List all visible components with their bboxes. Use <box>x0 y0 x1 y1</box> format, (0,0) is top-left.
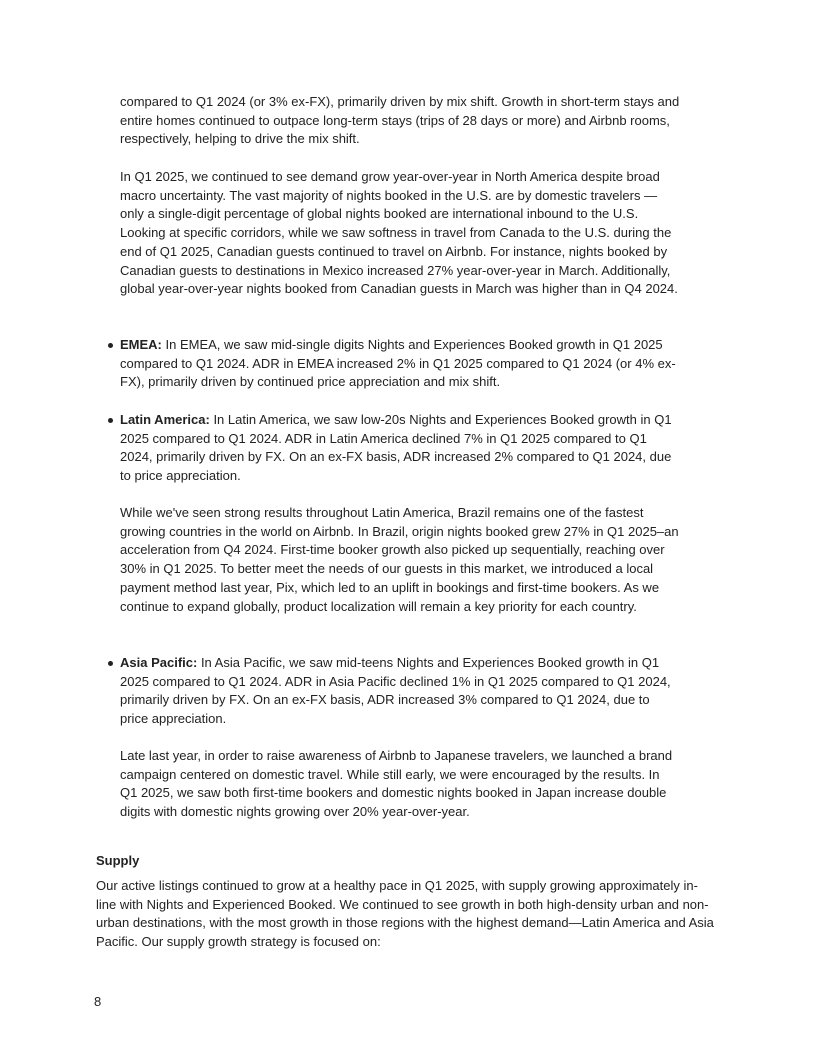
paragraph-japan: Late last year, in order to raise awareness of Airbnb to Japanese travelers, we launched a brand campaign centered on domestic travel. While still early, we were encouraged by the results. In Q1 2025, we saw both first-time bookers and domestic nights booked in Japan increase double digits with domestic nights growing over 20% year-over-year. <box>120 748 673 820</box>
bullet-latin-america-body: In Latin America, we saw low-20s Nights and Experiences Booked growth in Q1 2025 compared to Q1 2024. ADR in Latin America declined 7% in Q1 2025 compared to Q1 2024, primarily driven by FX. On an ex-FX basis, ADR increased 2% compared to Q1 2024, due to price appreciation. <box>120 412 672 484</box>
bullet-emea-text <box>120 336 680 392</box>
bullet-asia-pacific-text <box>120 654 680 729</box>
bullet-dot-icon <box>108 418 113 423</box>
page-number: 8 <box>94 994 102 1009</box>
bullet-dot-icon <box>108 343 113 348</box>
bullet-latin-america-text <box>120 411 680 486</box>
paragraph-north-america: In Q1 2025, we continued to see demand grow year-over-year in North America despite broad macro uncertainty. The vast majority of nights booked in the U.S. are by domestic travelers —only a single-digit percentage of global nights booked are international inbound to the U.S. Looking at specific corridors, while we saw softness in travel from Canada to the U.S. during the end of Q1 2025, Canadian guests continued to travel on Airbnb. For instance, nights booked by Canadian guests to destinations in Mexico increased 27% year-over-year in March. Additionally, global year-over-year nights booked from Canadian guests in March was higher than in Q4 2024. <box>120 169 678 297</box>
bullet-latin-america-label: Latin America: <box>120 412 210 427</box>
bullet-emea <box>106 336 680 392</box>
bullet-latin-america <box>106 411 680 486</box>
section-heading-supply: Supply <box>96 853 140 868</box>
bullet-asia-pacific-body: In Asia Pacific, we saw mid-teens Nights and Experiences Booked growth in Q1 2025 compared to Q1 2024. ADR in Asia Pacific declined 1% in Q1 2025 compared to Q1 2024, primarily driven by FX. On an ex-FX basis, ADR increased 3% compared to Q1 2024, due to price appreciation. <box>120 655 671 727</box>
paragraph-supply: Our active listings continued to grow at a healthy pace in Q1 2025, with supply growing approximately in-line with Nights and Experienced Booked. We continued to see growth in both high-density urban and non-urban destinations, with the most growth in those regions with the highest demand—Latin America and Asia Pacific. Our supply growth strategy is focused on: <box>96 878 714 950</box>
paragraph-brazil: While we've seen strong results throughout Latin America, Brazil remains one of the fastest growing countries in the world on Airbnb. In Brazil, origin nights booked grew 27% in Q1 2025–an acceleration from Q4 2024. First-time booker growth also picked up sequentially, reaching over 30% in Q1 2025. To better meet the needs of our guests in this market, we introduced a local payment method last year, Pix, which led to an uplift in bookings and first-time bookers. As we continue to expand globally, product localization will remain a key priority for each country. <box>120 505 679 614</box>
bullet-dot-icon <box>108 661 113 666</box>
bullet-emea-label: EMEA: <box>120 337 162 352</box>
bullet-asia-pacific-label: Asia Pacific: <box>120 655 198 670</box>
bullet-asia-pacific <box>106 654 680 729</box>
bullet-emea-body: In EMEA, we saw mid-single digits Nights and Experiences Booked growth in Q1 2025 compared to Q1 2024. ADR in EMEA increased 2% in Q1 2025 compared to Q1 2024 (or 4% ex-FX), primarily driven by continued price appreciation and mix shift. <box>120 337 676 390</box>
paragraph-mix-shift: compared to Q1 2024 (or 3% ex-FX), primarily driven by mix shift. Growth in short-term stays and entire homes continued to outpace long-term stays (trips of 28 days or more) and Airbnb rooms, respectively, helping to drive the mix shift. <box>120 94 680 147</box>
